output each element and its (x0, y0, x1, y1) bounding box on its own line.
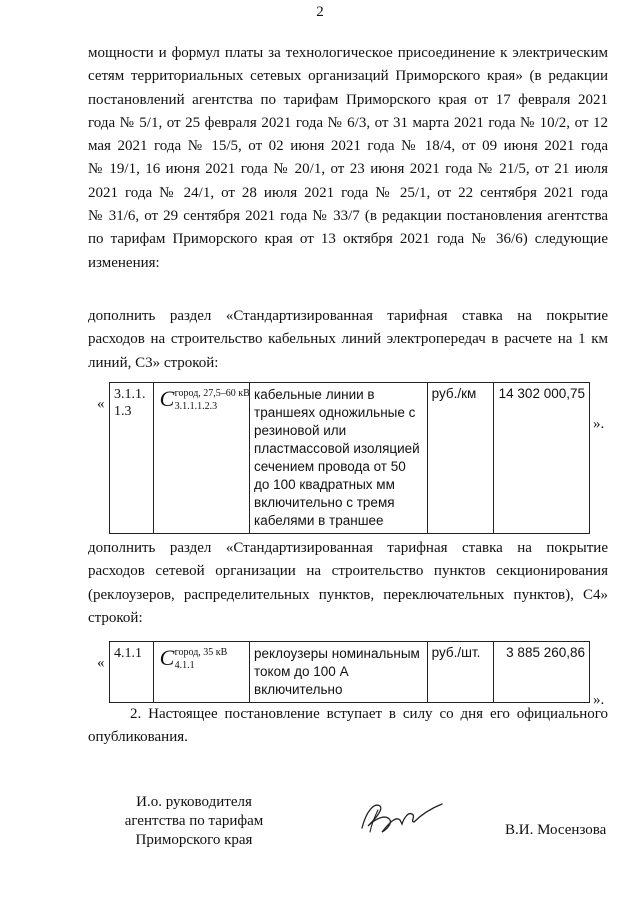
signatory-title (118, 793, 270, 850)
text-line: изменения: (88, 254, 160, 271)
text-line: дополнить раздел «Стандартизированная тарифная ставка на покрытие (88, 308, 608, 324)
close-quote: ». (593, 416, 605, 432)
signer-name: В.И. Мосензова (505, 822, 607, 838)
tariff-table-c3 (109, 382, 590, 534)
rate-symbol-subscript: 3.1.1.1.2.3 (174, 401, 218, 412)
section1-paragraph (88, 305, 608, 375)
text-line: № 31/6, от 29 сентября 2021 года № 33/7 (в редакции постановления агентства (88, 208, 608, 225)
row-unit: руб./км (427, 383, 493, 534)
row-unit: руб./шт. (427, 642, 493, 703)
signatory-title-line: Приморского края (135, 832, 253, 848)
text-line: 2021 года № 24/1, от 28 июля 2021 года № 25/1, от 22 сентября 2021 года (88, 184, 608, 201)
close-quote: ». (593, 692, 605, 708)
text-line: (реклоузеров, распределительных пунктов, переключательных пунктов), С4» (88, 586, 608, 603)
row-description: кабельные линии в траншеях одножильные с резиновой или пластмассовой изоляцией сечением провода от 50 до 100 квадратных мм включительно с тремя кабелями в траншее (250, 383, 428, 534)
page-number: 2 (316, 4, 324, 20)
text-line: мая 2021 года № 15/5, от 02 июня 2021 года № 18/4, от 09 июня 2021 года (88, 138, 608, 155)
open-quote: « (97, 655, 105, 671)
text-line: дополнить раздел «Стандартизированная тарифная ставка на покрытие (88, 540, 608, 556)
clause2-paragraph (88, 703, 608, 750)
rate-symbol (158, 386, 250, 420)
text-line: 2. Настоящее постановление вступает в силу со дня его официального (130, 706, 608, 722)
section2-paragraph (88, 537, 608, 630)
text-line: № 19/1, 16 июня 2021 года № 20/1, от 23 июня 2021 года № 21/5, от 21 июля (88, 161, 608, 178)
signatory-title-line: агентства по тарифам (124, 813, 264, 829)
rate-symbol-letter: C (159, 645, 175, 670)
table-row (110, 642, 590, 703)
intro-paragraph (88, 42, 608, 275)
text-line: расходов на строительство кабельных линий электропередач в расчете на 1 км (88, 331, 608, 348)
rate-symbol (158, 645, 245, 679)
text-line: сетям территориальных сетевых организаций Приморского края» (в редакции (88, 68, 608, 85)
table-row (110, 383, 590, 534)
tariff-table-c4 (109, 641, 590, 703)
text-line: года № 5/1, от 25 февраля 2021 года № 6/3, от 31 марта 2021 года № 10/2, от 12 (88, 114, 608, 131)
rate-symbol-letter: C (159, 386, 175, 411)
text-line: постановлений агентства по тарифам Приморского края от 17 февраля 2021 (88, 91, 608, 108)
row-price: 14 302 000,75 (493, 383, 589, 534)
text-line: по тарифам Приморского края от 13 октября 2021 года № 36/6) следующие (88, 231, 608, 248)
row-description: реклоузеры номинальным током до 100 А включительно (250, 642, 428, 703)
signatory-title-line: И.о. руководителя (136, 794, 252, 810)
row-price: 3 885 260,86 (493, 642, 589, 703)
rate-symbol-cell (153, 383, 249, 534)
rate-symbol-superscript: город, 27,5–60 кВ (174, 388, 250, 399)
row-code: 4.1.1 (110, 642, 154, 703)
row-code: 3.1.1.1.3 (110, 383, 154, 534)
text-line: строкой: (88, 609, 143, 626)
handwritten-signature (356, 792, 446, 842)
rate-symbol-superscript: город, 35 кВ (174, 647, 228, 658)
rate-symbol-subscript: 4.1.1 (174, 660, 195, 671)
text-line: опубликования. (88, 729, 188, 746)
rate-symbol-cell (153, 642, 249, 703)
open-quote: « (97, 396, 105, 412)
text-line: расходов сетевой организации на строительство пунктов секционирования (88, 563, 608, 580)
text-line: линий, С3» строкой: (88, 354, 219, 371)
text-line: мощности и формул платы за технологическое присоединение к электрическим (88, 45, 608, 61)
